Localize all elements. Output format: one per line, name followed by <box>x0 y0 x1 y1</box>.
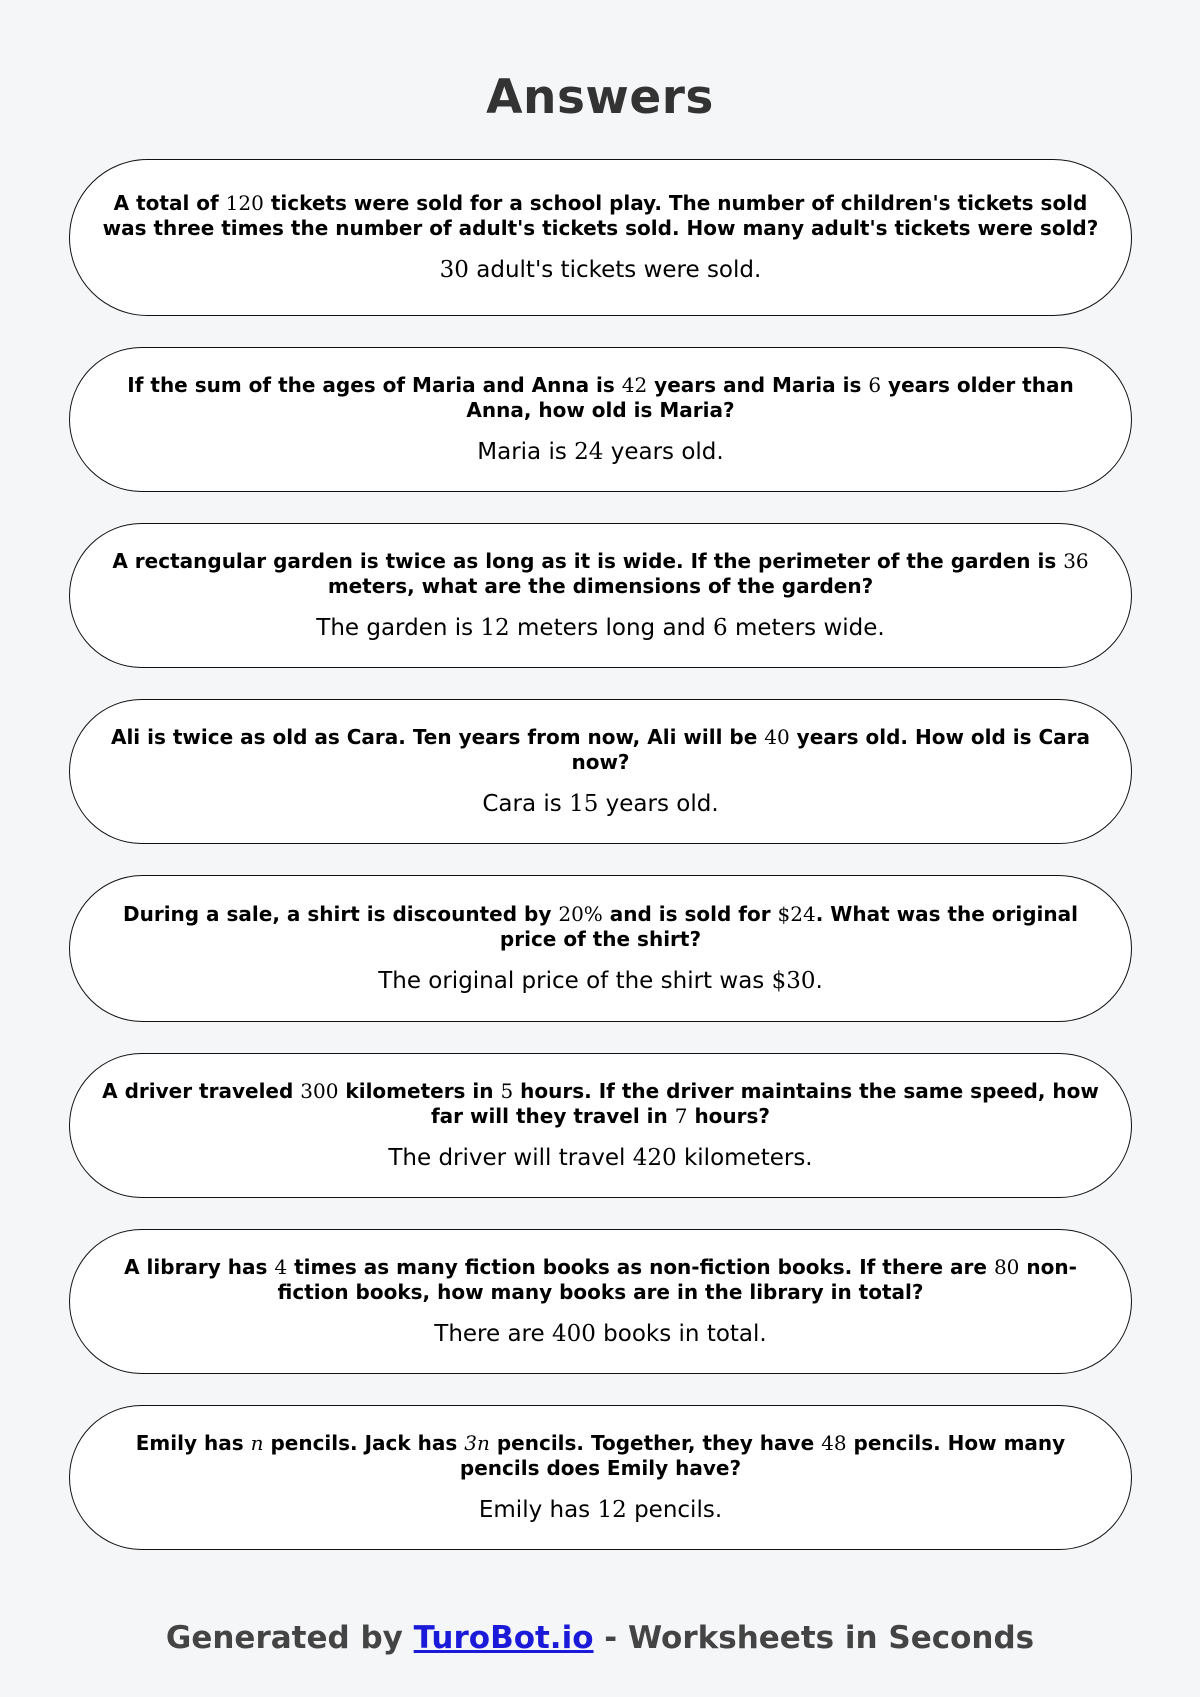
answer-text: The original price of the shirt was $30. <box>378 967 823 994</box>
footer-prefix: Generated by <box>165 1620 414 1656</box>
answer-text: There are 400 books in total. <box>434 1320 767 1347</box>
question-text: Emily has n pencils. Jack has 3n pencils. Together, they have 48 pencils. How many pencils does Emily have? <box>135 1430 1066 1480</box>
answer-text: Emily has 12 pencils. <box>478 1496 723 1523</box>
question-text: If the sum of the ages of Maria and Anna is 42 years and Maria is 6 years older than Anna, how old is Maria? <box>127 372 1074 422</box>
answer-card <box>69 1053 1132 1198</box>
question-text: During a sale, a shirt is discounted by 20% and is sold for $24. What was the original price of the shirt? <box>122 901 1078 951</box>
turobot-link[interactable]: TuroBot.io <box>413 1620 594 1656</box>
answer-text: 30 adult's tickets were sold. <box>439 256 762 283</box>
answer-card <box>69 1229 1132 1374</box>
question-text: A library has 4 times as many fiction books as non-fiction books. If there are 80 non-fiction books, how many books are in the library in total? <box>124 1254 1077 1304</box>
answer-text: The driver will travel 420 kilometers. <box>388 1144 813 1171</box>
footer <box>0 1614 1200 1662</box>
answer-card <box>69 1405 1132 1550</box>
footer-suffix: - Worksheets in Seconds <box>593 1620 1035 1656</box>
page-title: Answers <box>486 70 714 125</box>
answer-text: Cara is 15 years old. <box>482 790 719 817</box>
answer-card <box>69 347 1132 492</box>
question-text: A driver traveled 300 kilometers in 5 hours. If the driver maintains the same speed, how far will they travel in 7 hours? <box>102 1078 1099 1128</box>
answer-card <box>69 875 1132 1022</box>
question-text: Ali is twice as old as Cara. Ten years from now, Ali will be 40 years old. How old is Cara now? <box>110 724 1091 774</box>
answer-card <box>69 159 1132 316</box>
answer-text: The garden is 12 meters long and 6 meters wide. <box>316 614 885 641</box>
question-text: A total of 120 tickets were sold for a school play. The number of children's tickets sold was three times the number of adult's tickets sold. How many adult's tickets were sold? <box>102 190 1099 240</box>
answer-card <box>69 699 1132 844</box>
answer-list <box>69 159 1132 1581</box>
question-text: A rectangular garden is twice as long as it is wide. If the perimeter of the garden is 36 meters, what are the dimensions of the garden? <box>112 548 1089 598</box>
answer-card <box>69 523 1132 668</box>
answer-text: Maria is 24 years old. <box>477 438 724 465</box>
